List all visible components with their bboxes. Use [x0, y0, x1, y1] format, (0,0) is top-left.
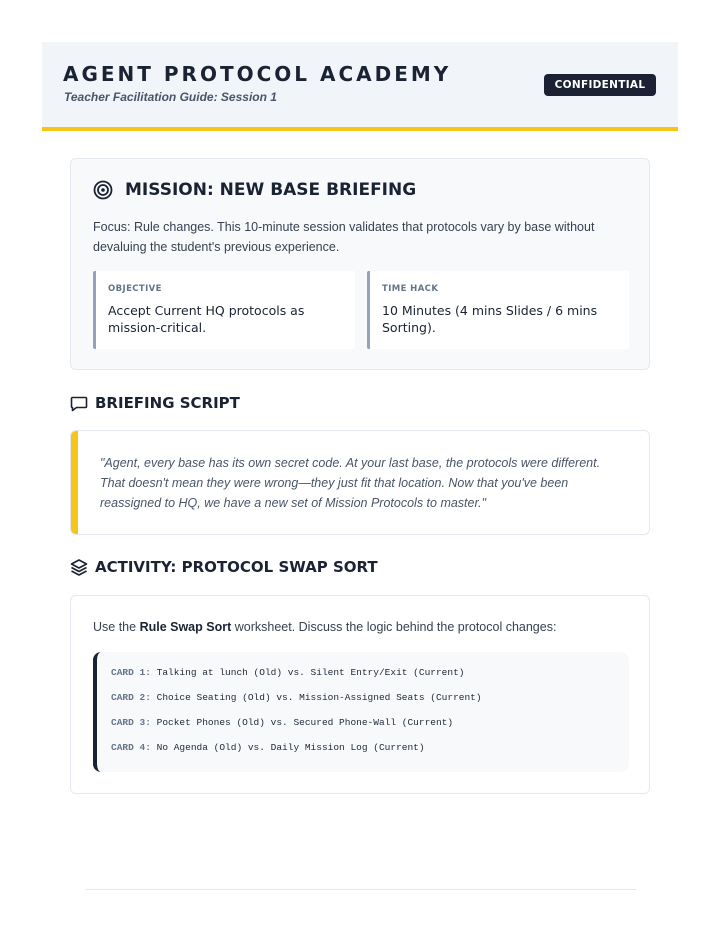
- activity-heading: [70, 558, 378, 576]
- card-text: No Agenda (Old) vs. Daily Mission Log (Current): [156, 742, 425, 753]
- briefing-script-card: [70, 430, 650, 535]
- time-hack-label: TIME HACK: [382, 284, 439, 294]
- speech-bubble-icon: [70, 394, 88, 412]
- activity-heading-label: ACTIVITY: PROTOCOL SWAP SORT: [95, 558, 378, 576]
- sort-cards-block: [93, 652, 629, 772]
- activity-intro: [93, 620, 556, 634]
- page-title: AGENT PROTOCOL ACADEMY: [63, 62, 452, 86]
- card-line: [111, 717, 453, 728]
- target-icon: [93, 180, 113, 200]
- activity-intro-suffix: worksheet. Discuss the logic behind the protocol changes:: [231, 620, 557, 634]
- card-label: CARD 2:: [111, 692, 151, 703]
- briefing-heading: [70, 394, 240, 412]
- mission-card: [70, 158, 650, 370]
- activity-intro-prefix: Use the: [93, 620, 140, 634]
- layers-icon: [70, 558, 88, 576]
- mission-title-row: [93, 180, 416, 200]
- card-text: Pocket Phones (Old) vs. Secured Phone-Wall (Current): [156, 717, 454, 728]
- card-line: [111, 692, 482, 703]
- mission-focus-text: Focus: Rule changes. This 10-minute session validates that protocols vary by base without devaluing the student's previous experience.: [93, 220, 595, 254]
- mission-title: MISSION: NEW BASE BRIEFING: [125, 180, 417, 200]
- objective-box: [93, 271, 355, 349]
- card-line: [111, 742, 425, 753]
- worksheet-name: Rule Swap Sort: [139, 620, 232, 634]
- time-hack-value: 10 Minutes (4 mins Slides / 6 mins Sorting).: [382, 303, 598, 335]
- confidential-badge: CONFIDENTIAL: [544, 74, 656, 96]
- footer-divider: [86, 889, 636, 890]
- card-line: [111, 667, 464, 678]
- objective-label: OBJECTIVE: [108, 284, 162, 294]
- objective-value: Accept Current HQ protocols as mission-critical.: [108, 303, 305, 335]
- card-label: CARD 4:: [111, 742, 151, 753]
- page-header: [42, 42, 678, 131]
- card-text: Talking at lunch (Old) vs. Silent Entry/Exit (Current): [156, 667, 465, 678]
- script-accent-bar: [71, 431, 78, 534]
- time-hack-box: [367, 271, 629, 349]
- briefing-heading-label: BRIEFING SCRIPT: [95, 394, 240, 412]
- page-subtitle: Teacher Facilitation Guide: Session 1: [64, 90, 277, 104]
- briefing-script-text: "Agent, every base has its own secret code. At your last base, the protocols were different. That doesn't mean they were wrong—they just fit that location. Now that you've been reassigned to HQ, we have a new set of Mission Protocols to master.": [100, 456, 601, 510]
- card-text: Choice Seating (Old) vs. Mission-Assigned Seats (Current): [156, 692, 482, 703]
- activity-card: [70, 595, 650, 794]
- card-label: CARD 3:: [111, 717, 151, 728]
- card-label: CARD 1:: [111, 667, 151, 678]
